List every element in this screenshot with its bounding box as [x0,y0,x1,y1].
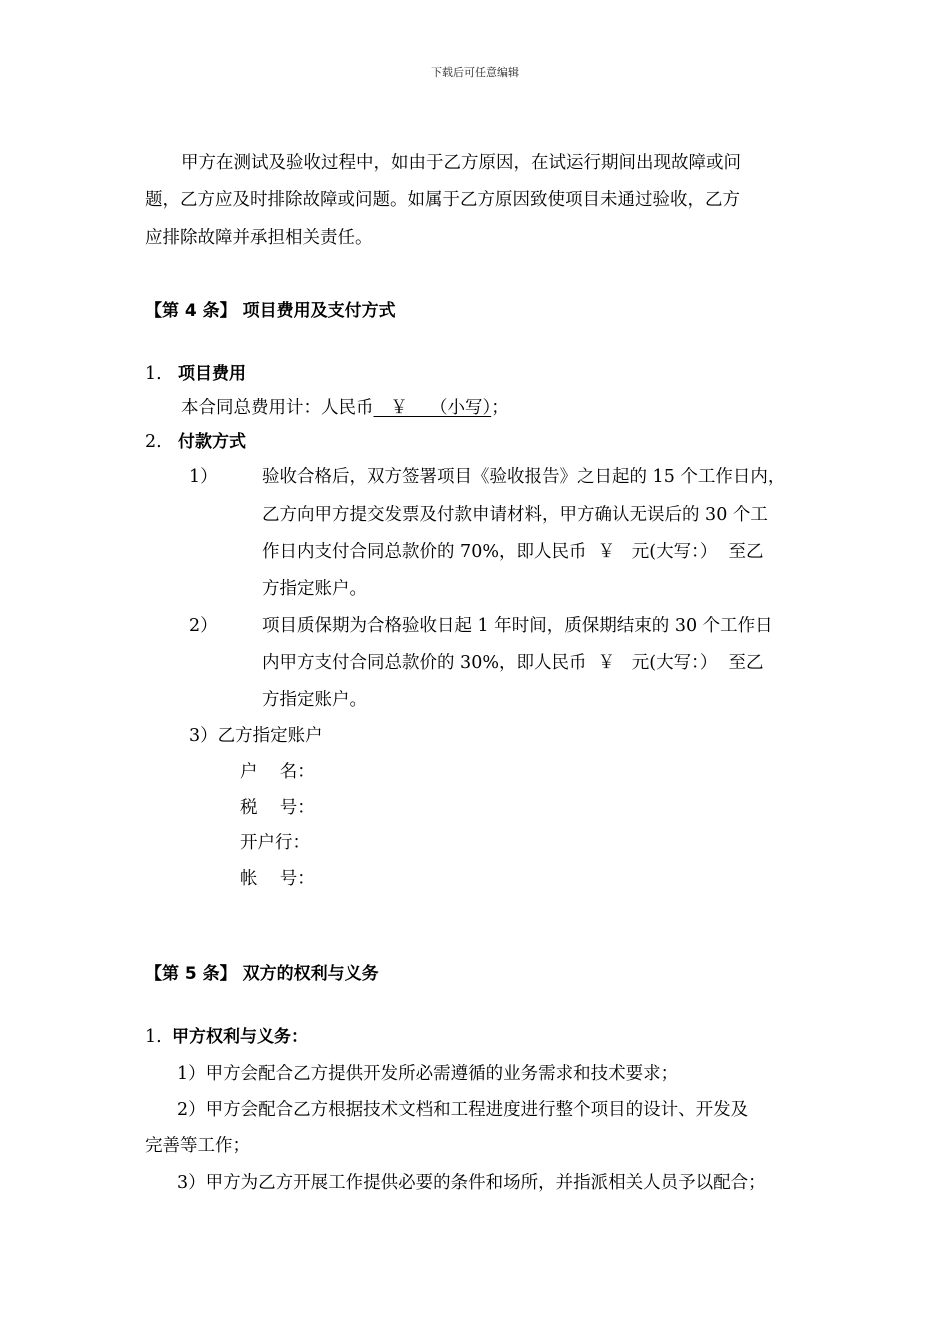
payment-sub-1-number: 1） [189,467,218,487]
payment-sub-1-line-1: 验收合格后，双方签署项目《验收报告》之日起的 15 个工作日内， [262,467,786,487]
article-4-item-2-title: 付款方式 [178,432,246,452]
payment-sub-1-line-2: 乙方向甲方提交发票及付款申请材料，甲方确认无误后的 30 个工 [262,505,768,525]
payment-sub-2-line-1: 项目质保期为合格验收日起 1 年时间，质保期结束的 30 个工作日 [262,616,773,636]
payment-sub-1-line-4: 方指定账户。 [262,579,367,599]
intro-line-1: 甲方在测试及验收过程中，如由于乙方原因，在试运行期间出现故障或问 [181,153,741,173]
article-4-item-1-number: 1. [145,364,162,384]
party-a-duty-3: 3）甲方为乙方开展工作提供必要的条件和场所，并指派相关人员予以配合； [177,1173,766,1193]
payment-sub-2-line-3: 方指定账户。 [262,690,367,710]
total-fee-suffix: ； [491,398,509,418]
payment-sub-1-line-3: 作日内支付合同总款价的 70%，即人民币 ￥ 元(大写：） 至乙 [262,542,764,562]
party-a-duty-1: 1）甲方会配合乙方提供开发所必需遵循的业务需求和技术要求； [177,1064,679,1084]
total-fee-amount: ￥ （小写） [373,398,492,418]
total-fee-label: 本合同总费用计：人民币 [181,398,374,418]
article-4-item-1-title: 项目费用 [178,364,246,384]
bank-label: 开户行： [240,833,310,853]
account-number-label: 帐 号： [240,869,315,889]
article-4-item-2-number: 2. [145,432,162,452]
intro-line-2: 题，乙方应及时排除故障或问题。如属于乙方原因致使项目未通过验收，乙方 [145,190,740,210]
article-5-item-1-title: 甲方权利与义务： [172,1027,308,1047]
payment-sub-2-number: 2） [189,616,218,636]
party-a-duty-2-line-2: 完善等工作； [145,1136,250,1156]
page-header: 下载后可任意编辑 [431,66,519,79]
payment-sub-2-line-2: 内甲方支付合同总款价的 30%，即人民币 ￥ 元(大写：） 至乙 [262,653,764,673]
party-a-duty-2-line-1: 2）甲方会配合乙方根据技术文档和工程进度进行整个项目的设计、开发及 [177,1100,749,1120]
account-name-label: 户 名： [240,762,315,782]
article-5-heading: 【第 5 条】 双方的权利与义务 [145,964,379,984]
intro-line-3: 应排除故障并承担相关责任。 [145,228,373,248]
article-4-heading: 【第 4 条】 项目费用及支付方式 [145,301,396,321]
article-5-item-1-number: 1. [145,1027,162,1047]
total-fee-line [181,396,509,420]
tax-id-label: 税 号： [240,798,315,818]
payment-sub-3-title: 3）乙方指定账户 [189,726,323,746]
